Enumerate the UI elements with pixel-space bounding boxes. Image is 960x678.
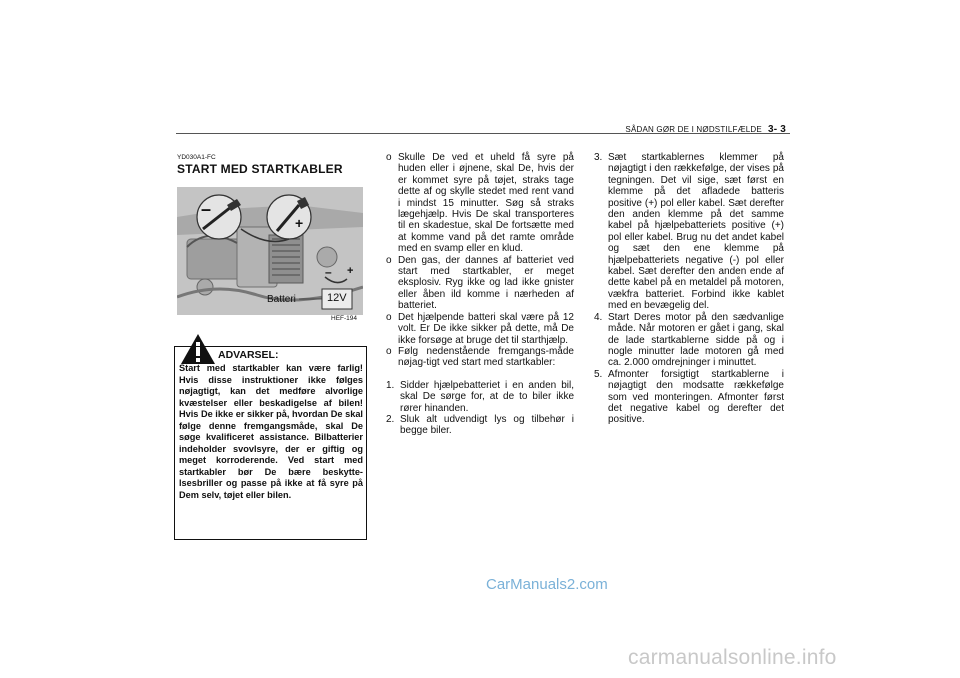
section-code: YD030A1-FC	[177, 154, 216, 161]
clamp-plus-sign: +	[295, 215, 304, 231]
step-text: Sidder hjælpebatteriet i en anden bil, skal De sørge for, at de to biler ikke rører hinanden.	[400, 379, 574, 414]
bullet-marker: o	[386, 311, 392, 323]
figure-code: HEF-194	[331, 315, 358, 322]
page-number: 3- 3	[767, 124, 786, 135]
battery-plus-sign: +	[347, 265, 354, 277]
bullet-item	[386, 255, 574, 312]
section-title: START MED STARTKABLER	[177, 162, 343, 176]
page-header	[625, 124, 786, 135]
warning-text: Start med startkabler kan være farlig! Hvis disse instruktioner ikke følges nøjagtigt, kan det medføre alvorlige kvæstelser eller beskadigelse af bilen! Hvis De ikke er sikker på, hvordan De skal følge denne fremgangsmåde, skal De søge kvalificeret assistance. Bilbatterier indeholder svovlsyre, der er giftig og meget korroderende. Ved start med startkabler bør De bære beskytte-lsesbriller og passe på ikke at få syre på Dem selv, tøjet eller bilen.	[179, 363, 363, 500]
bullet-text: Skulle De ved et uheld få syre på huden eller i øjnene, skal De, hvis der er kommet syre på tøjet, straks tage dette af og skylle stedet med rent vand i mindst 15 minutter. Søg så straks lægehjælp. Hvis De skal transporteres til en skadestue, skal De fortsætte med at komme vand på det ramte område med en svamp eller en klud.	[398, 152, 574, 255]
battery-minus-sign: –	[325, 265, 332, 279]
bullet-marker: o	[386, 345, 392, 357]
steps-column	[594, 152, 784, 426]
step-text: Start Deres motor på den sædvanlige måde. Når motoren er gået i gang, skal de lade startkablerne sidde på og i nogle minutter lade motoren gå med ca. 2.000 omdrejninger i minuttet.	[608, 311, 784, 369]
step-item	[594, 312, 784, 369]
step-text: Sluk alt udvendigt lys og tilbehør i begge biler.	[400, 413, 574, 437]
battery-voltage-label: 12V	[327, 292, 347, 304]
bullet-item	[386, 346, 574, 369]
bullet-text: Følg nedenstående fremgangs-måde nøjag-tigt ved start med startkabler:	[398, 345, 574, 369]
step-number: 3.	[594, 152, 603, 163]
bullet-marker: o	[386, 152, 392, 163]
step-number: 4.	[594, 311, 603, 323]
bullet-text: Det hjælpende batteri skal være på 12 volt. Er De ikke sikker på dette, må De ikke forsøge at bruge det til starthjælp.	[398, 311, 574, 346]
bullet-item	[386, 152, 574, 255]
battery-label: Batteri	[267, 294, 296, 305]
chapter-title: SÅDAN GØR DE I NØDSTILFÆLDE	[625, 125, 762, 134]
warning-box	[174, 346, 367, 540]
spacer	[386, 369, 574, 380]
step-item	[594, 369, 784, 426]
bullet-column	[386, 152, 574, 437]
step-text: Sæt startkablernes klemmer på nøjagtigt i den rækkefølge, der vises på tegningen. Det vil sige, sæt først en klemme på det afladede batteris positive (+) pol eller kabel. Sæt derefter den anden klemme på det samme kabel på hjælpebatteriets positive (+) pol eller kabel. Brug nu det andet kabel og sæt den ene klemme på hjælpebatteriets negative (-) pol eller kabel. Sæt derefter den anden ende af dette kabel på en metaldel på motoren, vækfra batteriet. Forbind ikke kablet med en bevægelig del.	[608, 152, 784, 312]
battery-jumpstart-figure	[177, 187, 363, 315]
clamp-minus-sign: –	[201, 199, 212, 219]
step-number: 1.	[386, 379, 395, 391]
bullet-marker: o	[386, 254, 392, 266]
bullet-text: Den gas, der dannes af batteriet ved start med startkabler, er meget eksplosiv. Ryg ikke og lad ikke gnister eller åben ild komme i nærheden af batteriet.	[398, 254, 574, 312]
watermark-carmanuals2: CarManuals2.com	[486, 576, 608, 593]
watermark-carmanualsonline: carmanualsonline.info	[628, 646, 837, 669]
bullet-item	[386, 312, 574, 346]
step-text: Afmonter forsigtigt startkablerne i nøjagtigt den modsatte rækkefølge som ved monteringen. Afmonter først det negative kabel og derefter det positive.	[608, 368, 784, 426]
step-number: 2.	[386, 413, 395, 425]
warning-title: ADVARSEL:	[218, 349, 279, 361]
step-item	[386, 380, 574, 414]
step-item	[594, 152, 784, 312]
step-item	[386, 414, 574, 437]
step-number: 5.	[594, 368, 603, 380]
